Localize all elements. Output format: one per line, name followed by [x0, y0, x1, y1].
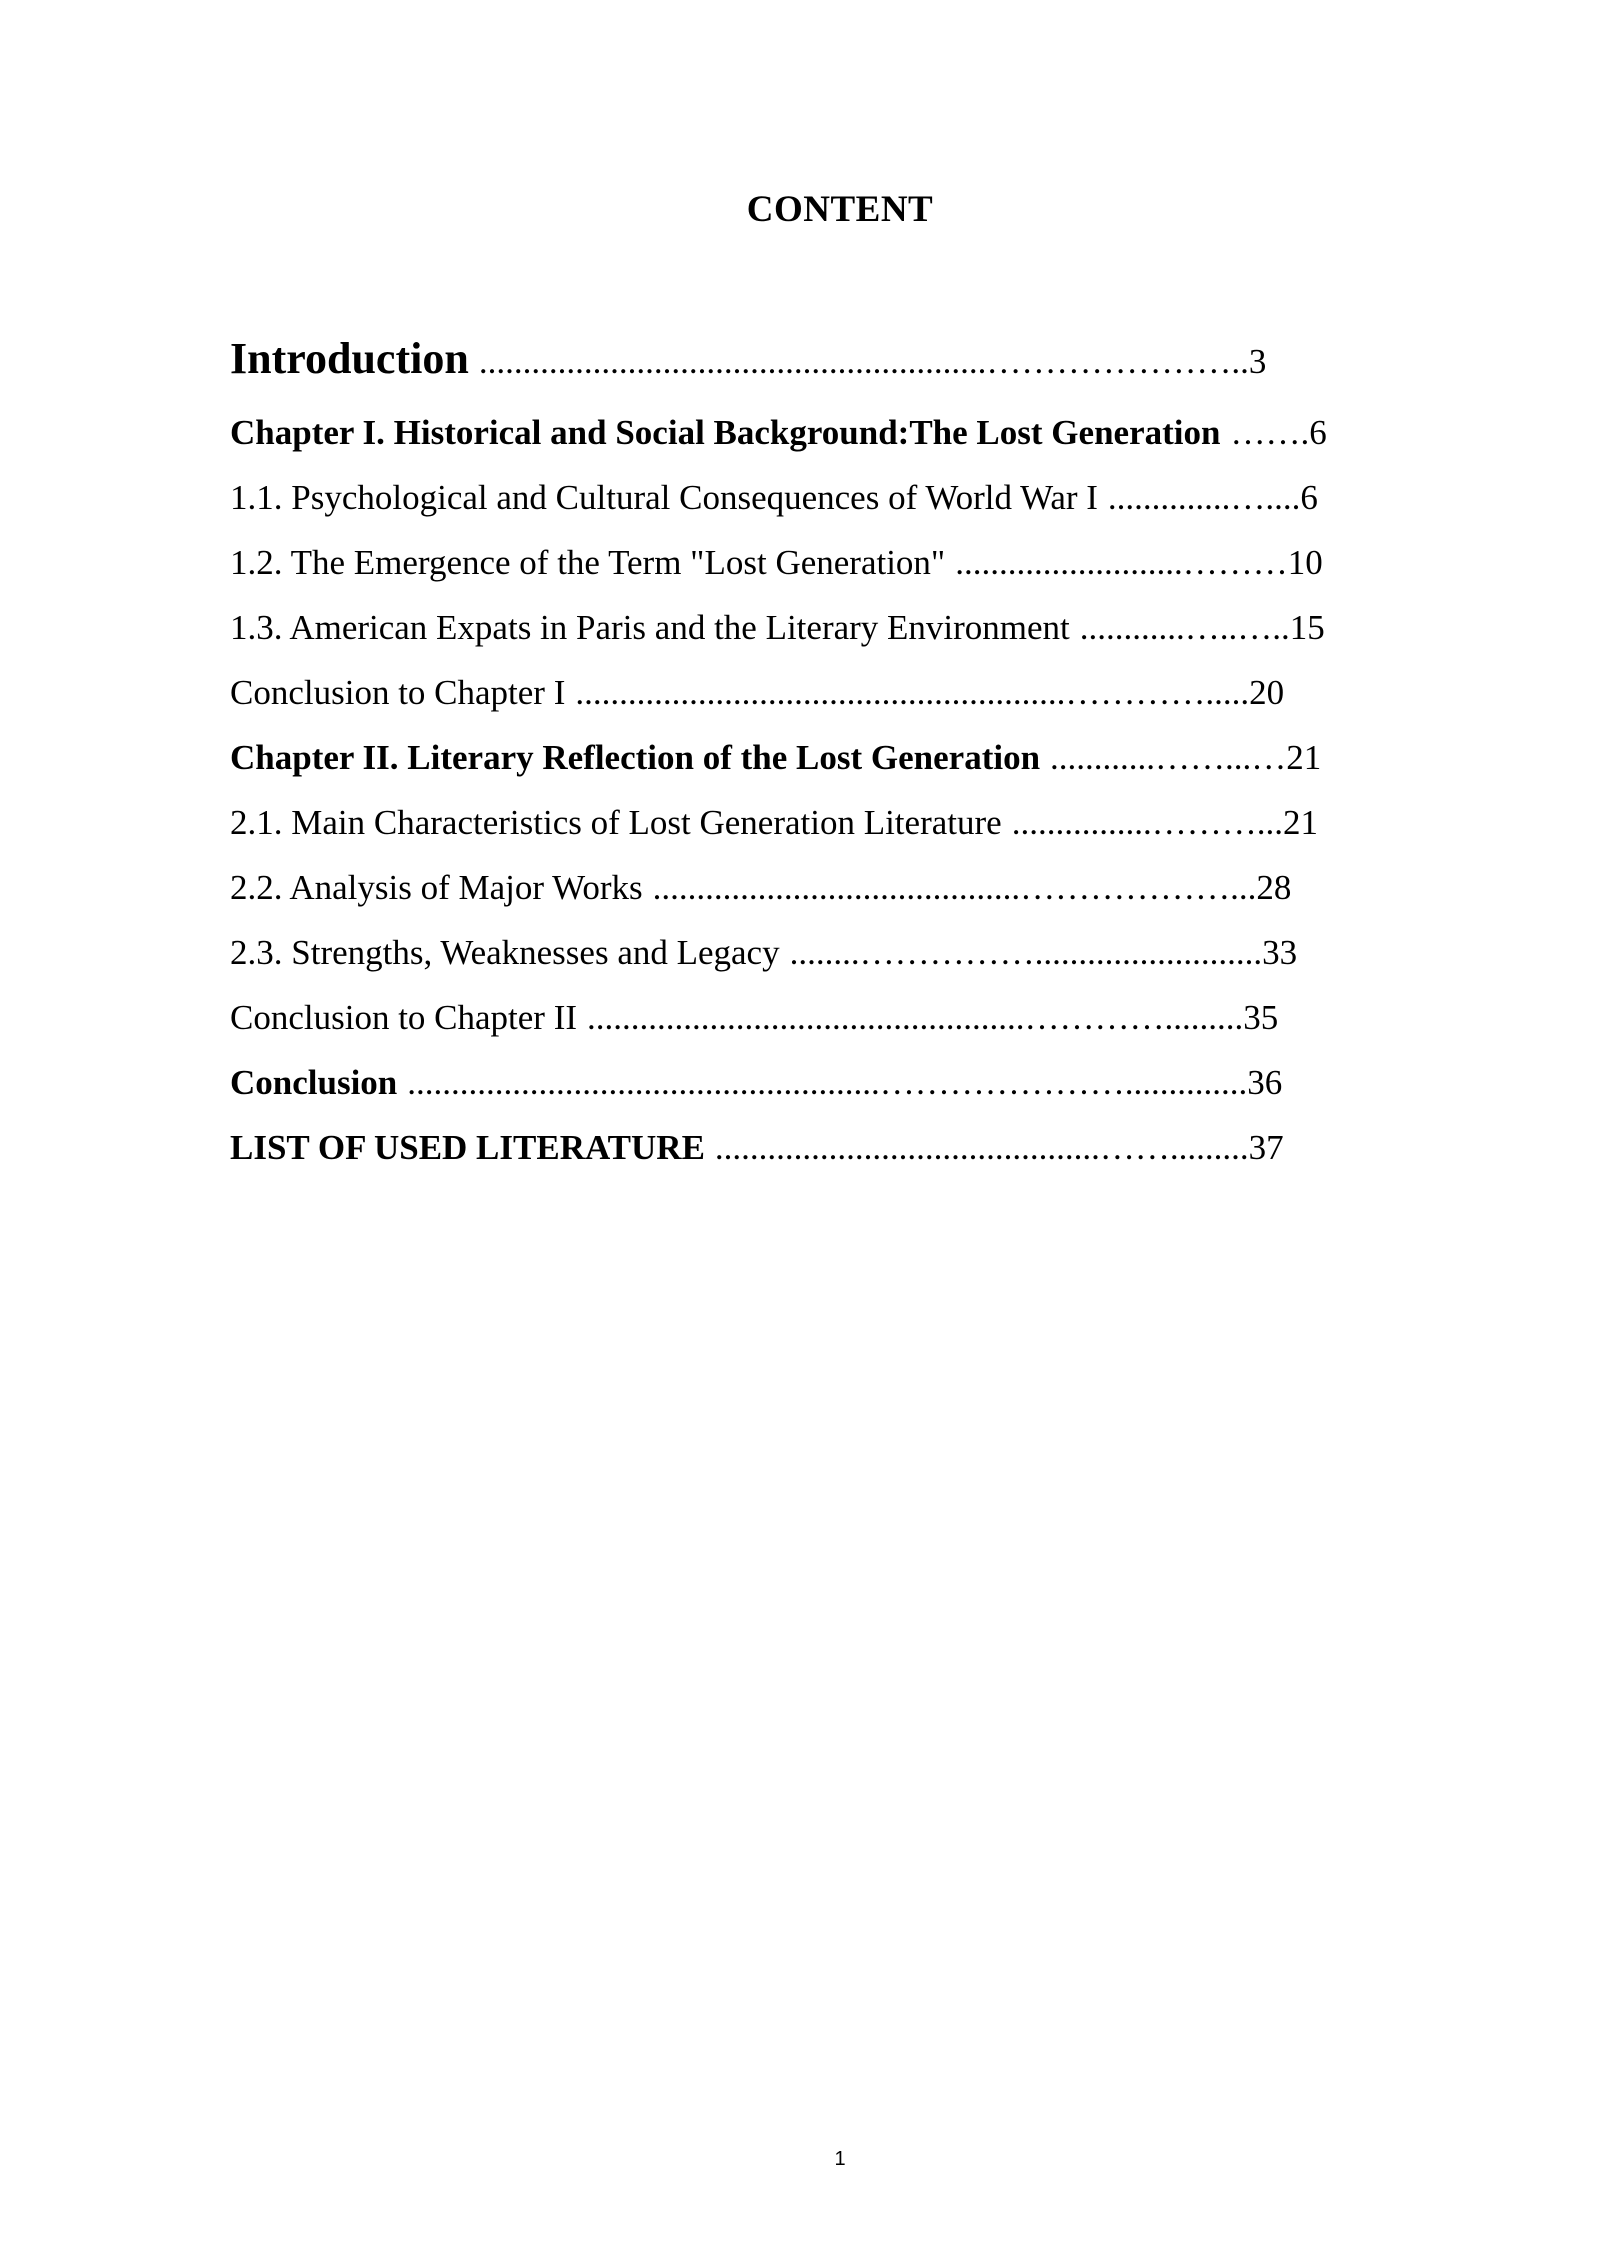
- toc-page-number: 35: [1243, 998, 1279, 1037]
- toc-entry: [230, 790, 1430, 855]
- toc-dot-leader: ..............…....: [1107, 478, 1301, 517]
- toc-page-number: 20: [1249, 673, 1285, 712]
- toc-entry-label: Chapter I. Historical and Social Background:The Lost Generation: [230, 413, 1221, 452]
- toc-dot-leader: ......................................................…………………..............: [407, 1063, 1248, 1102]
- toc-entry-label: LIST OF USED LITERATURE: [230, 1128, 705, 1167]
- toc-dot-leader: ............................................…….........: [714, 1128, 1249, 1167]
- toc-entry-label: Conclusion to Chapter II: [230, 998, 578, 1037]
- toc-entry-label: 1.2. The Emergence of the Term "Lost Generation": [230, 543, 946, 582]
- toc-entry-label: Conclusion to Chapter I: [230, 673, 566, 712]
- toc-dot-leader: ..........................................………………...: [652, 868, 1257, 907]
- toc-page-number: 3: [1248, 342, 1267, 381]
- toc-entry-label: 2.1. Main Characteristics of Lost Generation Literature: [230, 803, 1002, 842]
- toc-entry: [230, 465, 1430, 530]
- toc-dot-leader: ..........................………: [955, 543, 1288, 582]
- toc-page-number: 6: [1309, 413, 1327, 452]
- toc-entry-label: 1.3. American Expats in Paris and the Literary Environment: [230, 608, 1070, 647]
- toc-entry: [230, 660, 1430, 725]
- toc-page-number: 28: [1256, 868, 1292, 907]
- toc-entry-label: 2.3. Strengths, Weaknesses and Legacy: [230, 933, 780, 972]
- toc-entry-label: Introduction: [230, 334, 469, 383]
- toc-page-number: 10: [1287, 543, 1323, 582]
- toc-dot-leader: ................………...: [1011, 803, 1283, 842]
- toc-dot-leader: ........................................................………….....: [575, 673, 1250, 712]
- toc-page-number: 21: [1286, 738, 1322, 777]
- toc-page-number: 15: [1289, 608, 1325, 647]
- toc-dot-leader: ............……...…: [1050, 738, 1287, 777]
- toc-page-number: 6: [1300, 478, 1318, 517]
- toc-page-number: 36: [1247, 1063, 1283, 1102]
- toc-page-number: 37: [1248, 1128, 1284, 1167]
- toc-dot-leader: ..........................................................…………………..: [478, 342, 1249, 381]
- toc-entry: [230, 530, 1430, 595]
- toc-entry-label: Chapter II. Literary Reflection of the Lost Generation: [230, 738, 1041, 777]
- toc-page-number: 33: [1262, 933, 1298, 972]
- toc-entry-label: 2.2. Analysis of Major Works: [230, 868, 643, 907]
- toc-entry: [230, 985, 1430, 1050]
- toc-entry: [230, 1050, 1430, 1115]
- toc-dot-leader: …….: [1230, 413, 1310, 452]
- toc-entry: [230, 1115, 1430, 1180]
- toc-entry: [230, 318, 1430, 400]
- toc-entry: [230, 920, 1430, 985]
- page-title: CONTENT: [746, 189, 934, 230]
- page-number-footer: 1: [834, 2148, 846, 2170]
- toc-entry-label: Conclusion: [230, 1063, 398, 1102]
- toc-dot-leader: ............…..…..: [1079, 608, 1290, 647]
- table-of-contents: [230, 318, 1430, 1180]
- toc-entry: [230, 400, 1430, 465]
- toc-dot-leader: ..................................................………….........: [587, 998, 1244, 1037]
- toc-entry: [230, 725, 1430, 790]
- toc-dot-leader: ........……………..........................: [789, 933, 1263, 972]
- toc-page-number: 21: [1282, 803, 1318, 842]
- toc-entry: [230, 855, 1430, 920]
- toc-entry-label: 1.1. Psychological and Cultural Consequences of World War I: [230, 478, 1098, 517]
- toc-entry: [230, 595, 1430, 660]
